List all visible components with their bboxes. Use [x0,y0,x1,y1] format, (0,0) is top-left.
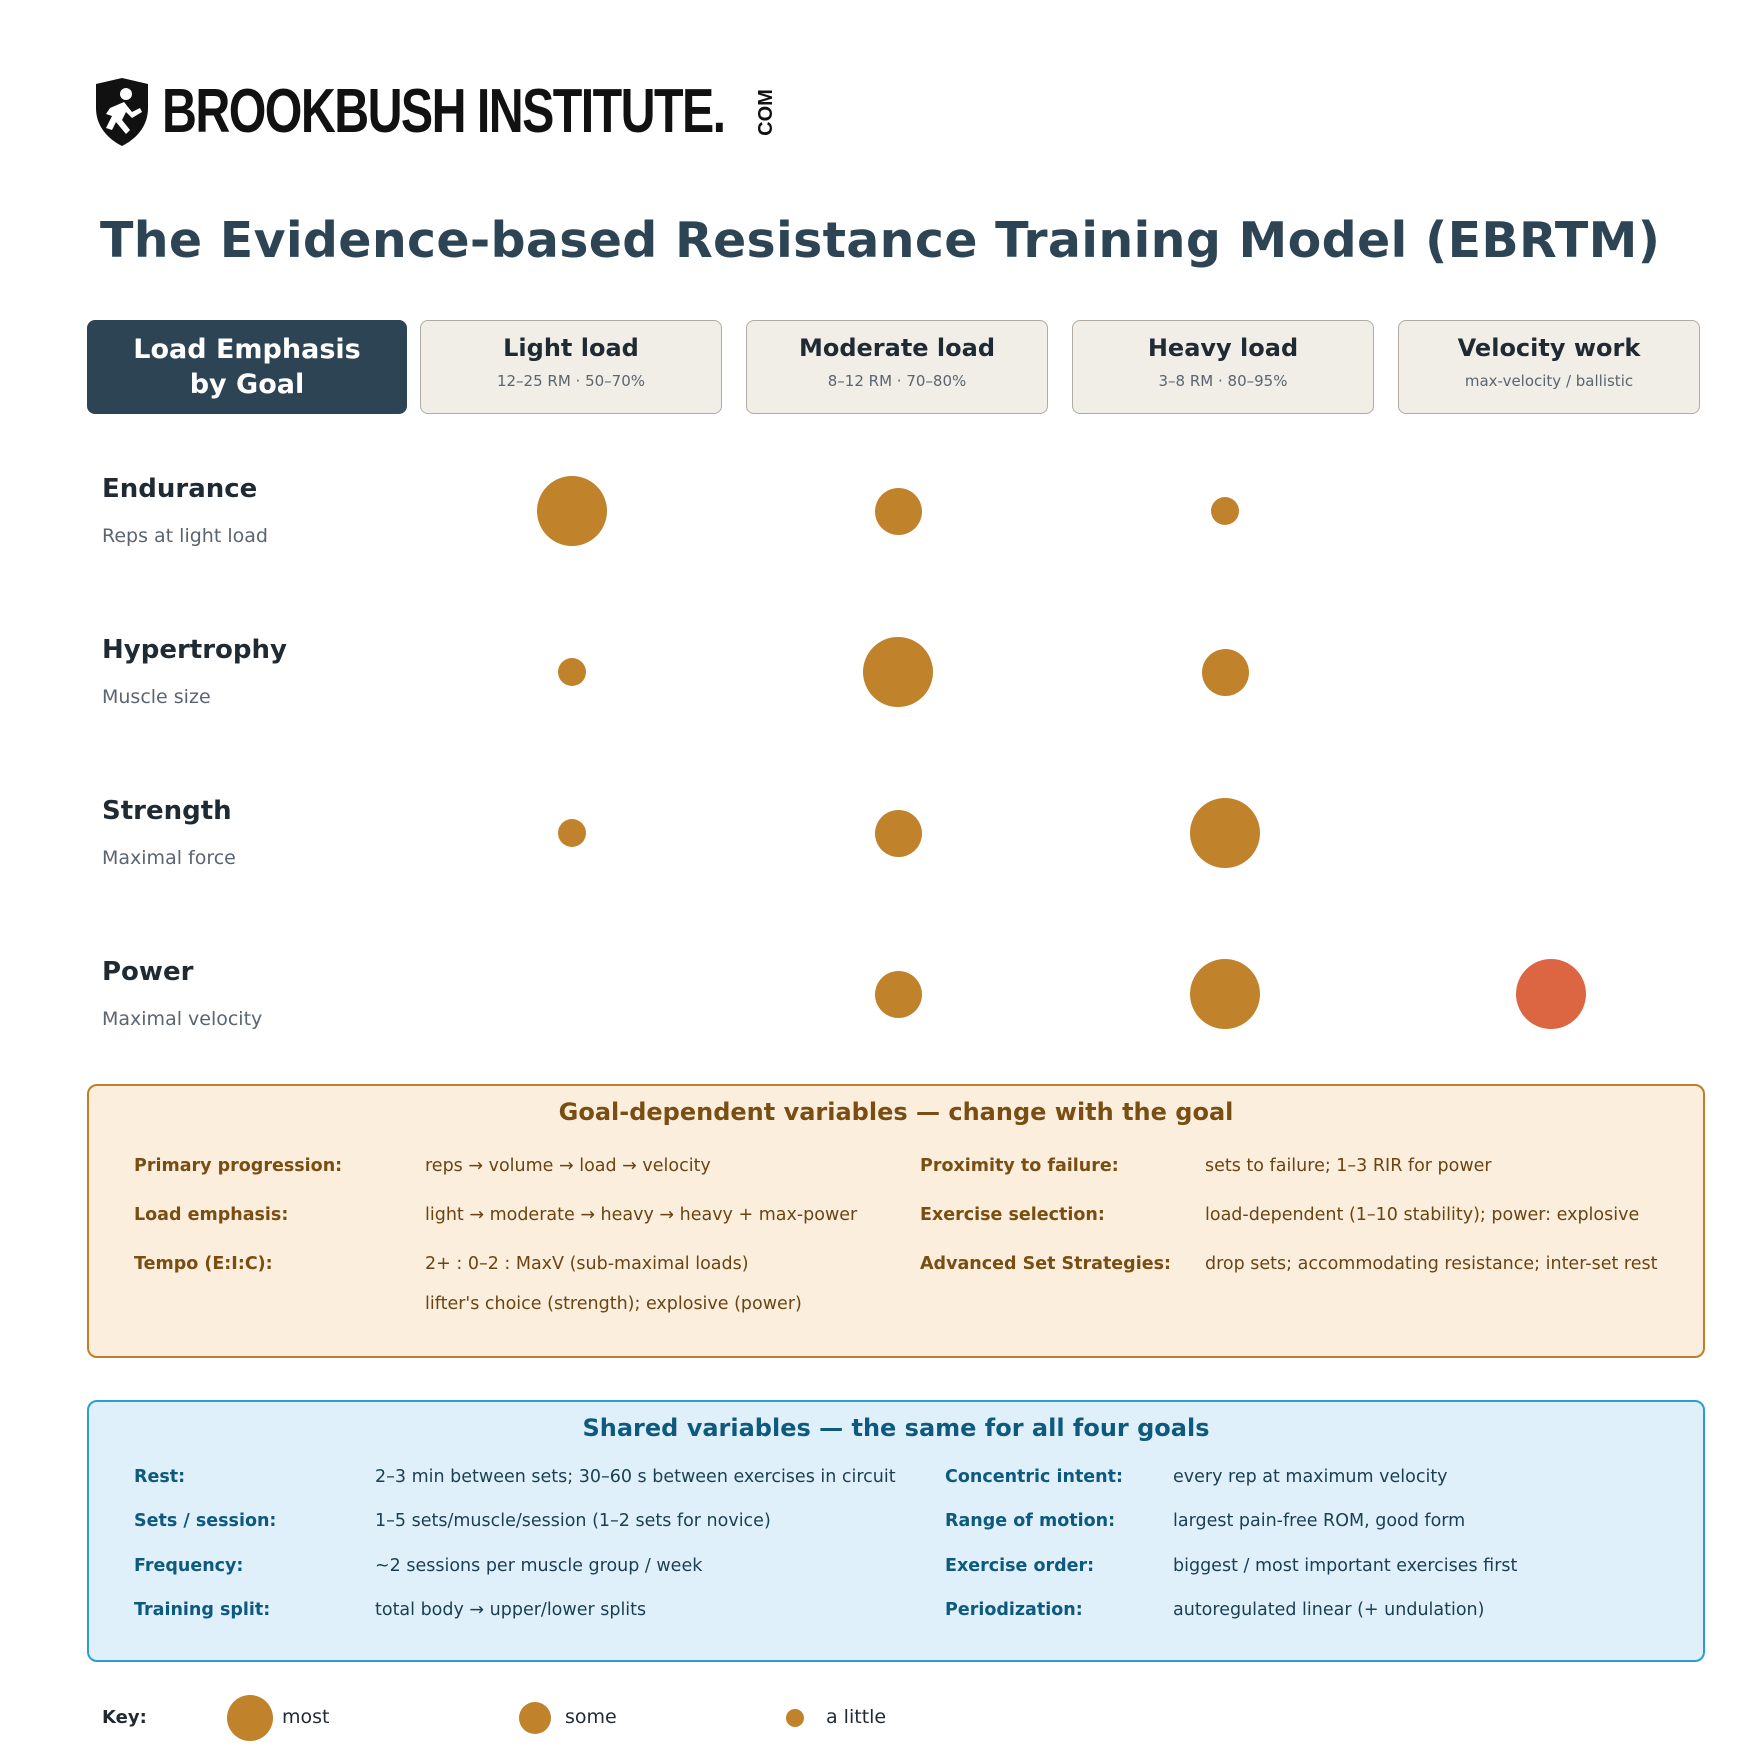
goal-name-endurance: Endurance [102,474,258,504]
shared-value: total body → upper/lower splits [375,1600,647,1620]
shared-label: Training split: [134,1600,271,1620]
shared-label: Exercise order: [945,1556,1095,1576]
column-label: Velocity work [1457,334,1641,362]
column-header-heavy [1072,320,1374,414]
emphasis-dot-hypertrophy-light-load [558,658,586,686]
emphasis-dot-power-heavy-load [1190,959,1260,1029]
brand-suffix: COM [755,88,778,136]
goal-label: Exercise selection: [920,1205,1105,1225]
column-label: Heavy load [1147,334,1299,362]
emphasis-dot-strength-heavy-load [1190,798,1260,868]
key-text-most: most [282,1706,330,1728]
emphasis-dot-power-velocity-work [1516,959,1586,1029]
goal-label: Load emphasis: [134,1205,289,1225]
brand-logo [92,78,790,146]
key-text-some: some [565,1706,617,1728]
goal-label: Advanced Set Strategies: [920,1254,1171,1274]
goal-name-strength: Strength [102,796,232,826]
goal-label: Primary progression: [134,1156,343,1176]
goal-label: Tempo (E:I:C): [134,1254,273,1274]
key-dot-some [519,1702,551,1734]
goal-value: light → moderate → heavy → heavy + max-power [425,1205,858,1225]
shared-panel-title: Shared variables — the same for all four goals [582,1414,1210,1442]
shared-value: largest pain-free ROM, good form [1173,1511,1466,1531]
goal-panel-title: Goal-dependent variables — change with the goal [558,1098,1234,1126]
goal-name-hypertrophy: Hypertrophy [102,635,287,665]
column-header-velocity [1398,320,1700,414]
column-sub: 3–8 RM · 80–95% [1158,372,1288,390]
emphasis-dot-power-moderate-load [875,971,922,1018]
column-header-light [420,320,722,414]
shared-label: Concentric intent: [945,1467,1123,1487]
shared-value: every rep at maximum velocity [1173,1467,1448,1487]
goal-sub-power: Maximal velocity [102,1008,263,1030]
column-sub: 12–25 RM · 50–70% [496,372,646,390]
corner-line-1: Load Emphasis [133,334,361,365]
column-header-moderate [746,320,1048,414]
column-label: Light load [503,334,639,362]
emphasis-dot-endurance-moderate-load [875,488,922,535]
emphasis-dot-strength-moderate-load [875,810,922,857]
page-title: The Evidence-based Resistance Training Model (EBRTM) [100,212,1661,269]
key-label: Key: [102,1707,147,1728]
shared-value: autoregulated linear (+ undulation) [1173,1600,1485,1620]
goal-value: 2+ : 0–2 : MaxV (sub-maximal loads) [425,1254,749,1274]
row-header-corner [87,320,407,414]
shared-label: Rest: [134,1467,186,1487]
column-sub: 8–12 RM · 70–80% [827,372,967,390]
corner-line-2: by Goal [189,369,305,400]
key-dot-a-little [786,1709,804,1727]
goal-value: reps → volume → load → velocity [425,1156,711,1176]
shared-value: ~2 sessions per muscle group / week [375,1556,703,1576]
shared-value: biggest / most important exercises first [1173,1556,1518,1576]
shared-label: Sets / session: [134,1511,277,1531]
goal-dependent-panel [87,1084,1705,1358]
emphasis-dot-strength-light-load [558,819,586,847]
shared-value: 2–3 min between sets; 30–60 s between exercises in circuit [375,1467,896,1487]
shared-variables-panel [87,1400,1705,1662]
goal-name-power: Power [102,957,194,987]
goal-label: Proximity to failure: [920,1156,1119,1176]
shared-value: 1–5 sets/muscle/session (1–2 sets for novice) [375,1511,771,1531]
goal-sub-hypertrophy: Muscle size [102,686,211,708]
brand-name: BROOKBUSH INSTITUTE. [162,77,725,146]
key-dot-most [227,1695,273,1741]
column-sub: max-velocity / ballistic [1464,372,1634,390]
goal-value: load-dependent (1–10 stability); power: explosive [1205,1205,1640,1225]
column-label: Moderate load [798,334,996,362]
emphasis-dot-hypertrophy-heavy-load [1202,649,1249,696]
key-text-a-little: a little [826,1706,887,1728]
emphasis-dot-endurance-heavy-load [1211,497,1239,525]
emphasis-dot-endurance-light-load [537,476,607,546]
goal-value: drop sets; accommodating resistance; inter-set rest [1205,1254,1658,1274]
goal-value: sets to failure; 1–3 RIR for power [1205,1156,1492,1176]
shared-label: Periodization: [945,1600,1083,1620]
goal-value: lifter's choice (strength); explosive (power) [425,1294,802,1314]
goal-sub-endurance: Reps at light load [102,525,268,547]
emphasis-dot-hypertrophy-moderate-load [863,637,933,707]
running-figure-shield-icon [92,78,152,146]
goal-sub-strength: Maximal force [102,847,236,869]
shared-label: Frequency: [134,1556,244,1576]
shared-label: Range of motion: [945,1511,1116,1531]
